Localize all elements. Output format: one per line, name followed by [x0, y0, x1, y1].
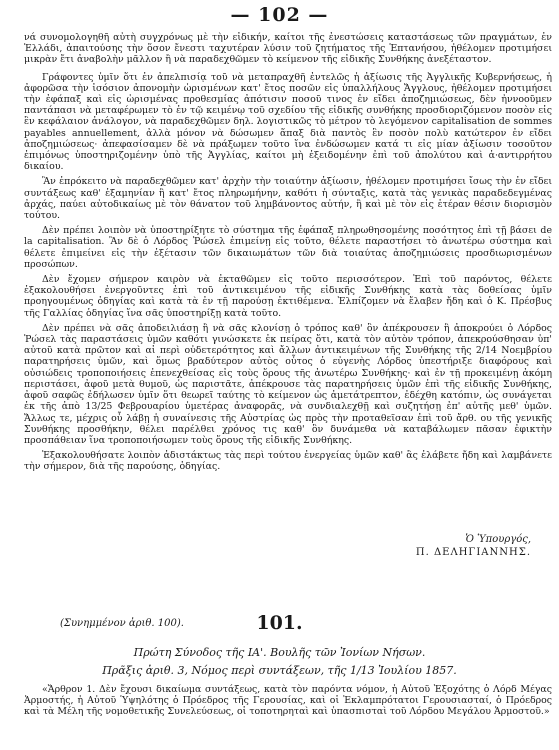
document-number: 101. [256, 612, 303, 634]
letter-body [24, 32, 552, 473]
paragraph: Γράφοντες ὑμῖν ὅτι ἐν ἀπελπισίᾳ τοῦ νὰ μεταπραχθῆ ἐντελῶς ἡ ἀξίωσις τῆς Ἀγγλικῆς Κυβερνήσεως, ἡ ἀφορῶσα τὴν ἰσόσιον ἀπονομὴν ὡρισμένων κατ' ἔτος ποσῶν εἰς ὑπαλλήλους Ἄγγλους, ἠθέλομεν προτιμήσει τὴν ἐφάπαξ καὶ εἰς ὡρισμένας προθεσμίας ἀπότισιν ποσοῦ τινος ἐν εἴδει ἀποζημιώσεως, δὲν ἠννοοῦμεν παντάπασι νὰ μεταφέρωμεν τὸ ἐν τῷ κειμένῳ τοῦ σχεδίου τῆς εἰδικῆς συνθήκης προσδιοριζόμενον ποσὸν εἰς ἓν κεφάλαιον ἀνάλογον, νὰ παραδεχθῶμεν δηλ. λογιστικῶς τὸ μέτρον τὸ λεγόμενον capitalisation de sommes payables annuellement, ἀλλὰ μόνον νὰ δώσωμεν ἅπαξ διὰ παντὸς ἓν ποσὸν πολὺ κατώτερον ἐν εἴδει ἀποζημιώσεως· ἀπεφασίσαμεν δὲ νὰ πράξωμεν τοῦτο ἵνα ἐνδώσωμεν κατά τι εἰς μίαν ἀξίωσιν τοσοῦτον ἐπιμόνως ὑποστηριζομένην ὑπὸ τῆς Ἀγγλίας, καίτοι μὴ ἐξειδομένην ἐπὶ τοῦ ἀπολύτου καὶ ἀ·αντιρρήτου δικαίου. [24, 71, 552, 173]
closing-paragraph: «Ἄρθρον 1. Δὲν ἔχουσι δικαίωμα συντάξεως, κατὰ τὸν παρόντα νόμον, ἡ Αὐτοῦ Ἐξοχότης ὁ Λόρδ Μέγας Ἁρμοστής, ἡ Αὐτοῦ Ὑψηλότης ὁ Πρόεδρος τῆς Γερουσίας, καὶ οἱ Ἐκλαμπρότατοι Γερουσιασταί, ὁ Πρόεδρος καὶ τὰ Μέλη τῆς νομοθετικῆς Συνελεύσεως, οἱ τοποτηρηταὶ καὶ ὑπασπισταὶ τοῦ Λόρδου Μεγάλου Ἁρμοστοῦ.» [24, 684, 552, 718]
act-subtitle: Πρᾶξις ἀριθ. 3, Νόμος περὶ συντάξεων, τῆς 1/13 Ἰουλίου 1857. [102, 664, 457, 677]
law-article [24, 684, 552, 718]
paragraph: Δὲν πρέπει λοιπὸν νὰ ὑποστηρίξητε τὸ σύστημα τῆς ἐφάπαξ πληρωθησομένης ποσότητος ἐπὶ τῇ βάσει de la capitalisation. Ἂν δὲ ὁ Λόρδος Ῥώσελ ἐπιμείνῃ εἰς τοῦτο, θέλετε παραστήσει τὸ ἀνωτέρω σύστημα καὶ θέλετε ἐπιμείνει εἰς τὴν ἐξέτασιν τῶν δικαιωμάτων τῶν διὰ τοιαύτας ἀποζημιώσεις προσδιωρισμένων προσώπων. [24, 225, 552, 270]
paragraph: νά συνομολογηθῆ αὐτὴ συγχρόνως μὲ τὴν εἰδικήν, καίτοι τῆς ἐνεστώσεις καταστάσεως τῶν πραγμάτων, ἐν Ἑλλάδι, ἀπαιτούσης τὴν ὅσον ἔνεστι ταχυτέραν λύσιν τοῦ ζητήματος τῆς Ἑπτανήσου, ἠθέλομεν προτιμήσει μικρὰν ἔτι ἀναβολὴν μᾶλλον ἢ νὰ παραδεχθῶμεν τὸ κείμενον τῆς εἰδικῆς Συνθήκης ἀνεξέταστον. [24, 32, 552, 66]
session-title: Πρώτη Σύνοδος τῆς ΙΑ'. Βουλῆς τῶν Ἰονίων Νήσων. [133, 646, 426, 659]
signature-block [416, 533, 531, 559]
reference-row [0, 612, 559, 636]
paragraph: Ἐξακολουθήσατε λοιπὸν ἀδιστάκτως τὰς περὶ τούτου ἐνεργείας ὑμῶν καθ' ἃς ἐλάβετε ἤδη καὶ λαμβάνετε τὴν σήμερον, διὰ τῆς παρούσης, ὁδηγίας. [24, 450, 552, 473]
paragraph: Δὲν ἔχομεν σήμερον καιρὸν νὰ ἐκταθῶμεν εἰς τοῦτο περισσότερον. Ἐπὶ τοῦ παρόντος, θέλετε ἐξακολουθήσει ἐνεργοῦντες ἐπὶ τοῦ ἀντικειμένου τῆς εἰδικῆς Συνθήκης κατὰ τὰς δοθείσας ὑμῖν προηγουμένως ὁδηγίας καὶ κατὰ τὰ ἐν τῇ παρούσῃ ἐκτιθέμενα. Ἐλπίζομεν νὰ ἔλαβεν ἤδη καὶ ὁ Κ. Πρέσβυς τῆς Γαλλίας ὁδηγίας ἵνα σᾶς ὑποστηρίξῃ κατὰ τοῦτο. [24, 274, 552, 319]
page-number: — 102 — [230, 4, 329, 26]
signature-role: Ὁ Ὑπουργός, [465, 534, 531, 545]
reference-note: (Συνημμένον ἀριθ. 100). [60, 618, 184, 629]
paragraph: Δὲν πρέπει νὰ σᾶς ἀποδειλιάσῃ ἢ νὰ σᾶς κλονίσῃ ὁ τρόπος καθ' ὃν ἀπέκρουσεν ἢ ἀποκρούει ὁ Λόρδος Ῥώσελ τὰς παραστάσεις ὑμῶν καθότι γινώσκετε ἐκ πείρας ὅτι, κατὰ τὸν αὐτὸν τρόπον, ἀπεκρούσθησαν ὑπ' αὐτοῦ κατὰ πρῶτον καὶ αἱ περὶ οὐδετερότητος καὶ ἄλλων ἀντικειμένων τῆς Συνθήκης τῆς 2/14 Νοεμβρίου παρατηρήσεις ὑμῶν, καὶ ὅμως βραδύτερον αὐτὸς οὗτος ὁ εὐγενὴς Λόρδος ὑπεστήριξε διαφόρους καὶ οὐσιώδεις τροποποιήσεις ἐπενεχθείσας εἰς τοὺς ὅρους τῆς ἀνωτέρω Συνθήκης· καὶ ἐν τῇ προκειμένῃ ἀκόμη περιστάσει, ἀφοῦ μετὰ θυμοῦ, ὡς παριστᾶτε, ἀπέκρουσε τὰς παρατηρήσεις ὑμῶν ἐπὶ τῆς εἰδικῆς Συνθήκης, ἀφοῦ σαφῶς ἐδήλωσεν ὑμῖν ὅτι θεωρεῖ ταύτης τὸ κείμενον ὡς ἀμετάτρεπτον, ἐδέχθη κατόπιν, ὡς συνάγεται ἐκ τῆς ἀπὸ 13/25 Φεβρουαρίου ὑμετέρας ἀναφορᾶς, νὰ συνδιαλεχθῇ καὶ συζητήσῃ ἐπ' αὐτῆς μεθ' ὑμῶν. Ἄλλως τε, μέχρις οὗ λάβῃ ἡ συναίνεσις τῆς Αὐστρίας ὡς πρὸς τὴν προταθεῖσαν ἐπὶ τοῦ ἄρθ. ου τῆς γενικῆς Συνθήκης προσθήκην, θέλει παρέλθει χρόνος τις καθ' ὃν δυνάμεθα νὰ καταβάλωμεν πᾶσαν ἐφικτὴν προσπάθειαν ἵνα τροποποιήσωμεν τοὺς ὅρους τῆς εἰδικῆς Συνθήκης. [24, 322, 552, 446]
paragraph: Ἂν ἐπρόκειτο νὰ παραδεχθῶμεν κατ' ἀρχὴν τὴν τοιαύτην ἀξίωσιν, ἠθέλομεν προτιμήσει ἴσως τὴν ἐν εἴδει συντάξεως καθ' ἑξαμηνίαν ἢ κατ' ἔτος πληρωμήνην, καθότι ἡ σύνταξις, κατὰ τὰς γενικὰς παραδεδεγμένας ἀρχάς, παύει αὐτοδικαίως μὲ τὸν θάνατον τοῦ λημβάνοντος αὐτήν, ἢ καὶ μὲ τὸν εἰς ἑτέραν θέσιν διορισμὸν τούτου. [24, 176, 552, 222]
signature-name: Π. ΔΕΛΗΓΙΑΝΝΗΣ. [415, 547, 531, 558]
